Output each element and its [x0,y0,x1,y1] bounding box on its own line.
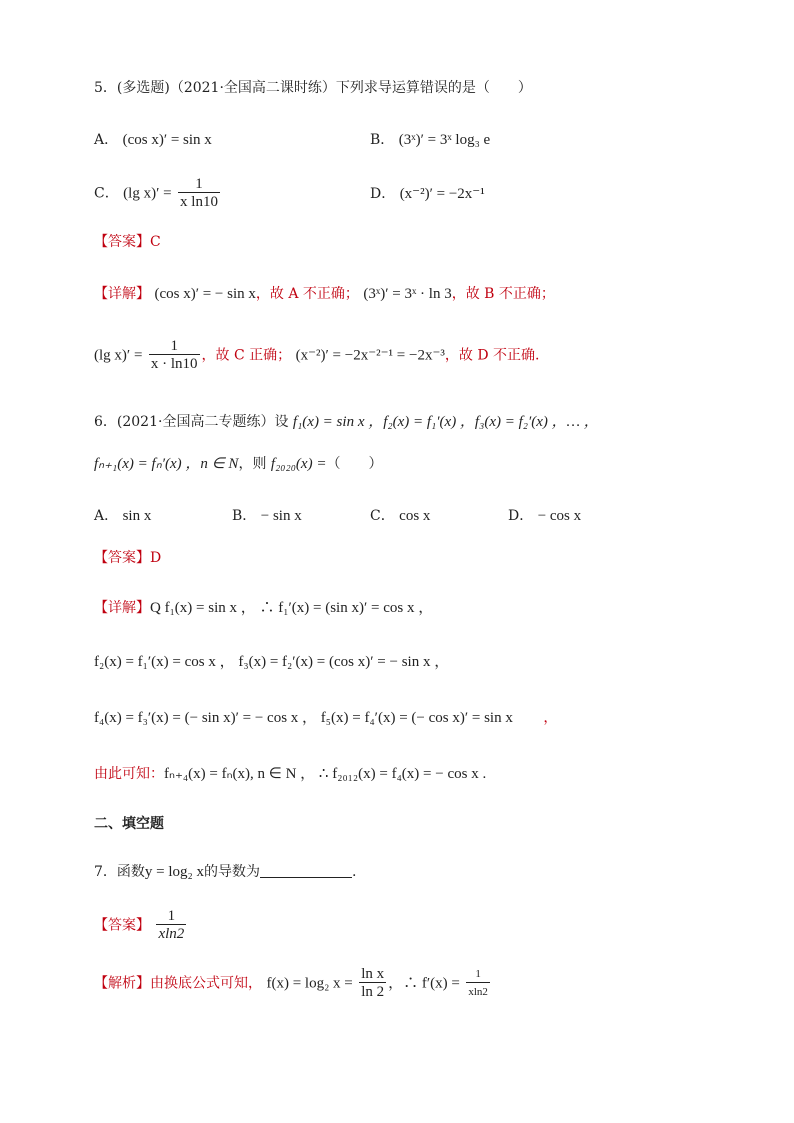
q6-option-d-math: − cos x [537,508,582,524]
q6-answer-value: D [150,550,162,566]
q5-detail1-math1: (cos x)′ = − sin x [154,286,256,302]
q5-detail1-text1: ，故 A 不正确； [255,286,359,302]
q7-analysis-tag: 【解析】 [94,975,150,992]
q7-answer [94,908,188,943]
q6-option-a [94,506,151,526]
q7-stem [94,862,356,882]
q5-stem: 5．(多选题)（2021·全国高二课时练）下列求导运算错误的是（ ） [94,80,532,96]
q5-option-c-num: 1 [195,176,203,192]
q5-detail1-math2: (3ˣ)′ = 3ˣ · ln 3 [363,286,452,302]
q5-option-c-den: x ln10 [180,194,218,210]
q5-answer-value: C [150,234,161,250]
q6-option-c-label: C． [370,508,395,524]
q6-option-d [508,506,581,526]
q7-answer-tag: 【答案】 [94,917,150,934]
q7-answer-fraction [156,908,186,943]
q6-detail3-end: ， [543,710,558,726]
q5-option-b [370,130,490,150]
q5-option-c [94,176,222,211]
q6-stem-line1 [94,412,599,432]
q7-analysis-math: f(x) = log₂ x = [266,975,353,992]
q6-detail4-text: 由此可知： [94,766,164,782]
q6-stem2-math2: f₂₀₂₀(x) = [270,456,327,472]
q6-stem2-end: （ ） [326,456,383,472]
q5-option-c-label: C． [94,185,119,202]
q6-detail-tag: 【详解】 [94,600,150,616]
q7-analysis-num: ln x [361,966,385,982]
q6-stem1-prefix: 6．(2021·全国高二专题练）设 [94,414,289,430]
q5-detail2-text2: ，故 D 不正确. [444,347,540,364]
q6-detail-line1 [94,598,433,618]
q7-stem-prefix: 7．函数 [94,864,145,880]
q6-stem2-math: fₙ₊₁(x) = fₙ′(x) ，n ∈ N [94,456,239,472]
q7-stem-math: y = log₂ x [144,864,205,880]
q5-option-d-label: D． [370,186,396,202]
q5-option-c-left: (lg x)′ = [123,185,172,202]
q5-detail-line2 [94,338,539,373]
q7-analysis-fraction [359,966,386,1001]
q6-detail4-math: fₙ₊₄(x) = fₙ(x), n ∈ N ， ∴ f₂₀₁₂(x) = f₄(x) = − cos x . [164,766,487,782]
q5-option-a-math: (cos x)′ = sin x [122,132,212,148]
q5-detail2-fraction [149,338,200,373]
q7-analysis-fraction2 [466,966,490,1001]
q6-detail-line2 [94,652,449,672]
q7-analysis-text2: ，∴ f′(x) = [388,975,460,992]
q7-analysis [94,966,492,1001]
q6-answer [94,548,161,568]
q6-option-c-math: cos x [399,508,431,524]
q5-answer-tag: 【答案】 [94,234,150,250]
q5-detail-line1 [94,284,555,304]
q7-stem-suffix: 的导数为 [204,864,261,880]
q5-option-b-label: B． [370,132,395,148]
q6-stem-line2 [94,454,382,474]
q5-option-d-math: (x⁻²)′ = −2x⁻¹ [399,186,485,202]
q5-detail-tag: 【详解】 [94,286,150,302]
q5-option-b-math: (3ˣ)′ = 3ˣ log₃ e [398,132,491,148]
q7-answer-den: xln2 [158,926,185,942]
q6-option-a-label: A． [94,508,119,524]
q6-option-b-label: B． [232,508,257,524]
q7-analysis-text: 由换底公式可知， [150,975,262,992]
q5-detail2-den: x · ln10 [150,356,198,372]
q5-option-a-label: A． [94,132,119,148]
q5-detail2-num: 1 [170,338,178,354]
q5-option-c-fraction [178,176,220,211]
q6-option-b [232,506,302,526]
q7-answer-blank [260,877,352,878]
q5-detail2-left: (lg x)′ = [94,347,143,364]
q5-detail2-text1: ，故 C 正确； [201,347,292,364]
q6-detail3: f₄(x) = f₃′(x) = (− sin x)′ = − cos x ， f₅(x) = f₄′(x) = (− cos x)′ = sin x [94,710,513,726]
q6-option-d-label: D． [508,508,534,524]
q6-option-a-math: sin x [122,508,152,524]
q6-answer-tag: 【答案】 [94,550,150,566]
q6-detail-line3 [94,708,557,728]
q6-detail1: Q f₁(x) = sin x ， ∴ f₁′(x) = (sin x)′ = cos x ， [150,600,434,616]
q5-option-d [370,184,485,204]
q7-analysis-den2: xln2 [466,982,490,1001]
q6-stem1-math: f₁(x) = sin x ，f₂(x) = f₁′(x) ，f₃(x) = f₂′(x) ，… ， [292,414,599,430]
section-title: 二、填空题 [94,816,164,832]
q5-detail1-text2: ，故 B 不正确； [451,286,555,302]
q6-stem2-text: ，则 [238,456,267,472]
q7-analysis-num2: 1 [475,968,481,980]
q6-detail2: f₂(x) = f₁′(x) = cos x ， f₃(x) = f₂′(x) = (cos x)′ = − sin x ， [94,654,450,670]
q5-answer [94,232,161,252]
q6-option-b-math: − sin x [260,508,302,524]
q7-stem-end: . [352,864,357,880]
q5-detail2-math2: (x⁻²)′ = −2x⁻²⁻¹ = −2x⁻³ [295,347,445,364]
q5-option-a [94,130,212,150]
q6-detail-line4 [94,764,486,784]
q7-analysis-den: ln 2 [361,984,385,1000]
q7-answer-num: 1 [167,908,176,924]
q6-option-c [370,506,430,526]
